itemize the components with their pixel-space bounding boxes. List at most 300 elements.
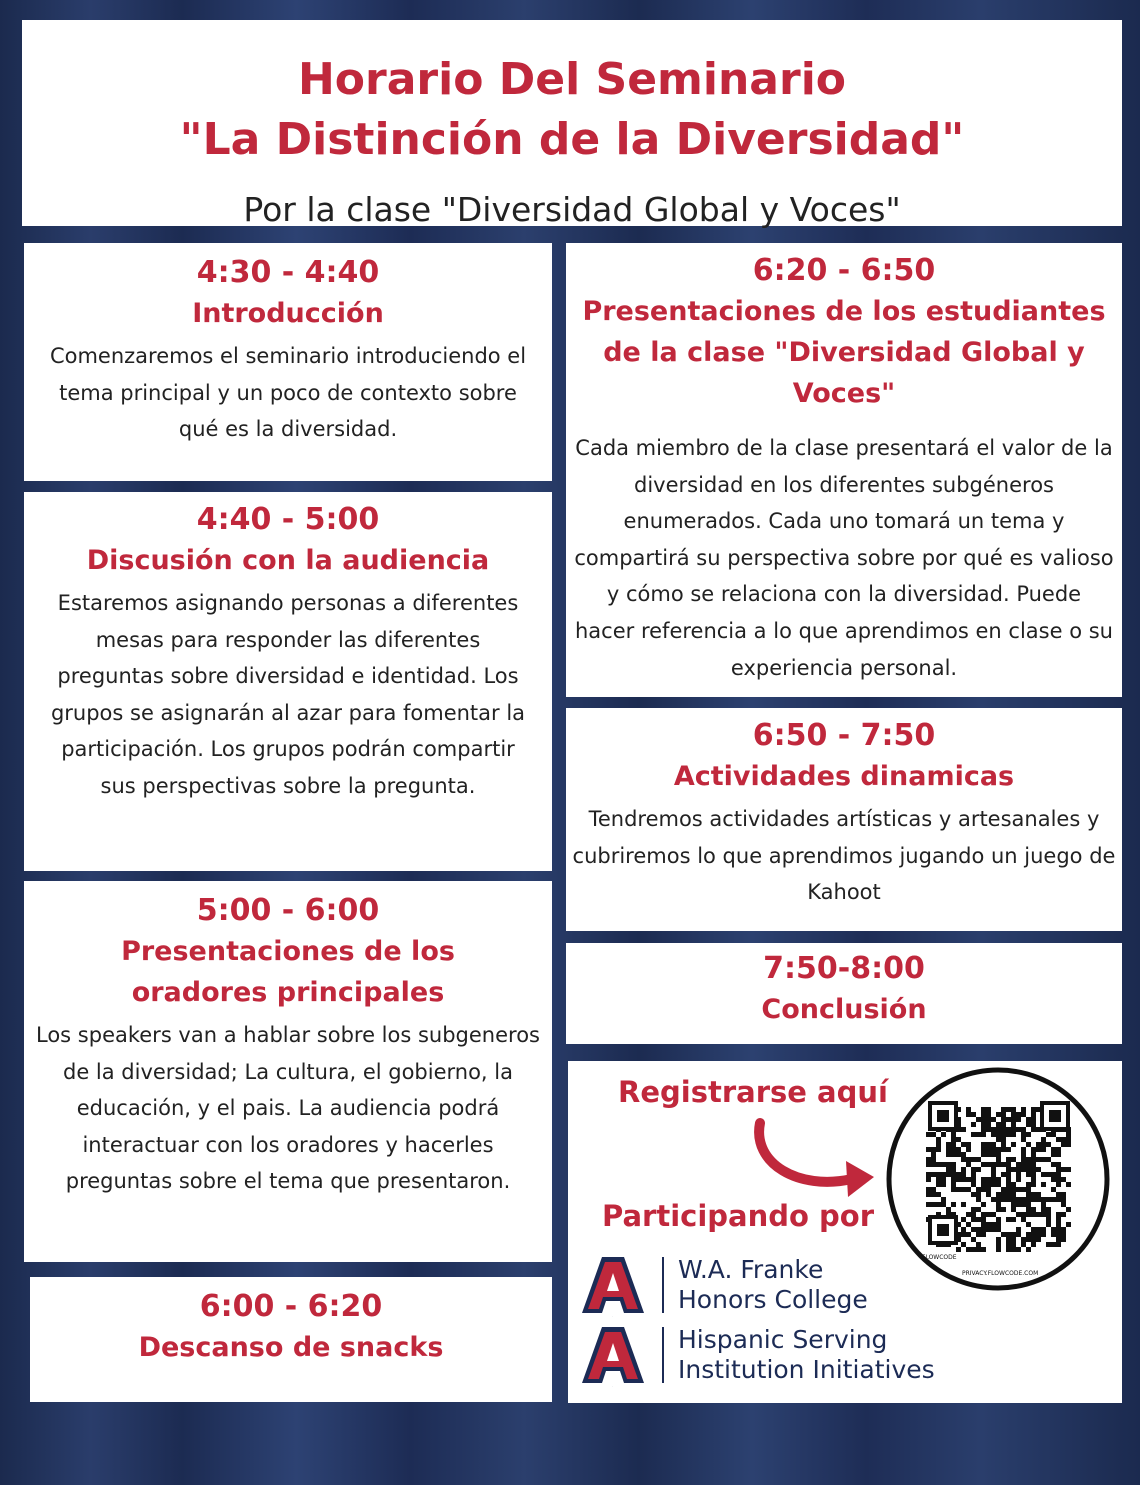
qr-module [1016, 1187, 1021, 1192]
qr-module [976, 1207, 981, 1212]
qr-module [926, 1172, 931, 1177]
qr-module [966, 1232, 971, 1237]
qr-module [1056, 1182, 1061, 1187]
qr-module [956, 1152, 961, 1157]
qr-module [946, 1142, 951, 1147]
qr-module [951, 1137, 956, 1142]
qr-module [1016, 1167, 1021, 1172]
qr-module [946, 1172, 951, 1177]
qr-module [1026, 1157, 1031, 1162]
session-time: 7:50-8:00 [763, 951, 925, 986]
qr-module [1021, 1107, 1026, 1112]
qr-finder-top-right [1040, 1101, 1070, 1131]
qr-module [1011, 1122, 1016, 1127]
qr-module [936, 1162, 941, 1167]
qr-module [1066, 1132, 1071, 1137]
qr-module [996, 1207, 1001, 1212]
qr-module [1026, 1142, 1031, 1147]
qr-module [1026, 1197, 1031, 1202]
qr-module [931, 1192, 936, 1197]
qr-module [1001, 1137, 1006, 1142]
qr-module [1001, 1142, 1006, 1147]
qr-module [1011, 1192, 1016, 1197]
university-a-logo-icon [578, 1323, 648, 1387]
qr-module [1026, 1187, 1031, 1192]
qr-module [991, 1142, 996, 1147]
qr-module [1011, 1232, 1016, 1237]
qr-module [1026, 1207, 1031, 1212]
qr-module [996, 1162, 1001, 1167]
qr-module [1026, 1237, 1031, 1242]
qr-module [1041, 1172, 1046, 1177]
qr-module [991, 1132, 996, 1137]
logo-text [678, 1255, 868, 1315]
session-card-oradores [24, 881, 552, 1262]
qr-module [986, 1152, 991, 1157]
session-title: Actividades dinamicas [673, 761, 1015, 792]
qr-module [981, 1112, 986, 1117]
qr-module [991, 1212, 996, 1217]
qr-module [1001, 1132, 1006, 1137]
qr-module [1001, 1117, 1006, 1122]
qr-module [981, 1227, 986, 1232]
qr-module [1036, 1212, 1041, 1217]
qr-module [961, 1142, 966, 1147]
qr-module [1006, 1162, 1011, 1167]
qr-module [966, 1247, 971, 1252]
logo-letter: A [612, 1387, 613, 1388]
qr-module [926, 1157, 931, 1162]
qr-module [941, 1197, 946, 1202]
qr-module [941, 1182, 946, 1187]
qr-module [1006, 1217, 1011, 1222]
qr-module [971, 1112, 976, 1117]
qr-module [1021, 1167, 1026, 1172]
qr-module [986, 1182, 991, 1187]
qr-module [971, 1237, 976, 1242]
qr-module [1021, 1187, 1026, 1192]
qr-module [936, 1147, 941, 1152]
qr-module [936, 1192, 941, 1197]
qr-module [951, 1202, 956, 1207]
qr-module [1051, 1187, 1056, 1192]
qr-module [1056, 1172, 1061, 1177]
qr-module [991, 1197, 996, 1202]
qr-module [1061, 1197, 1066, 1202]
qr-module [971, 1207, 976, 1212]
qr-module [991, 1172, 996, 1177]
qr-module [991, 1227, 996, 1232]
qr-module [1026, 1122, 1031, 1127]
qr-module [956, 1147, 961, 1152]
qr-module [956, 1247, 961, 1252]
logo-line1: W.A. Franke [678, 1255, 824, 1284]
qr-module [966, 1112, 971, 1117]
qr-module [996, 1147, 1001, 1152]
qr-module [981, 1217, 986, 1222]
qr-module [931, 1157, 936, 1162]
qr-module [976, 1227, 981, 1232]
qr-module [951, 1132, 956, 1137]
qr-module [1041, 1137, 1046, 1142]
qr-module [976, 1247, 981, 1252]
qr-module [931, 1187, 936, 1192]
qr-module [1031, 1162, 1036, 1167]
qr-module [1061, 1142, 1066, 1147]
qr-module [926, 1177, 931, 1182]
qr-module [931, 1172, 936, 1177]
qr-module [1006, 1107, 1011, 1112]
qr-module [1001, 1147, 1006, 1152]
qr-module [961, 1152, 966, 1157]
qr-module [926, 1132, 931, 1137]
qr-module [1031, 1192, 1036, 1197]
qr-module [1006, 1177, 1011, 1182]
qr-module [951, 1152, 956, 1157]
qr-module [1026, 1232, 1031, 1237]
qr-module [1006, 1132, 1011, 1137]
qr-module [986, 1127, 991, 1132]
qr-module [1001, 1197, 1006, 1202]
qr-module [986, 1177, 991, 1182]
session-time: 6:20 - 6:50 [752, 253, 936, 288]
qr-module [966, 1157, 971, 1162]
register-card [568, 1061, 1122, 1403]
qr-module [941, 1162, 946, 1167]
logo-line2: Honors College [678, 1285, 868, 1314]
qr-module [996, 1182, 1001, 1187]
session-card-introduccion [24, 243, 552, 481]
qr-module [956, 1187, 961, 1192]
qr-module [1016, 1232, 1021, 1237]
qr-module [961, 1177, 966, 1182]
qr-module [971, 1167, 976, 1172]
qr-module [1011, 1142, 1016, 1147]
qr-module [931, 1147, 936, 1152]
qr-module [981, 1177, 986, 1182]
qr-module [996, 1217, 1001, 1222]
qr-module [1001, 1232, 1006, 1237]
qr-module [996, 1222, 1001, 1227]
qr-module [1031, 1167, 1036, 1172]
qr-module [991, 1167, 996, 1172]
qr-module [951, 1162, 956, 1167]
qr-module [1021, 1157, 1026, 1162]
qr-module [986, 1122, 991, 1127]
qr-module [1061, 1232, 1066, 1237]
session-title: Conclusión [761, 994, 927, 1025]
qr-module [1046, 1242, 1051, 1247]
qr-module [1036, 1157, 1041, 1162]
qr-module [961, 1127, 966, 1132]
session-time: 5:00 - 6:00 [196, 893, 380, 928]
qr-module [1016, 1202, 1021, 1207]
qr-module [1036, 1192, 1041, 1197]
qr-module [1021, 1212, 1026, 1217]
qr-module [966, 1187, 971, 1192]
qr-module [981, 1247, 986, 1252]
qr-module [1006, 1237, 1011, 1242]
qr-module [1066, 1167, 1071, 1172]
qr-module [1061, 1167, 1066, 1172]
qr-module [1051, 1172, 1056, 1177]
qr-module [981, 1142, 986, 1147]
qr-module [971, 1157, 976, 1162]
qr-module [1021, 1112, 1026, 1117]
qr-module [931, 1162, 936, 1167]
qr-module [996, 1127, 1001, 1132]
session-card-snacks [30, 1277, 552, 1402]
qr-finder-top-left [928, 1101, 958, 1131]
qr-module [1056, 1227, 1061, 1232]
qr-module [971, 1212, 976, 1217]
session-title: Presentaciones de los estudiantes de la clase "Diversidad Global y Voces" [582, 296, 1106, 409]
qr-module [1011, 1167, 1016, 1172]
qr-module [1001, 1107, 1006, 1112]
qr-module [1021, 1217, 1026, 1222]
qr-module [1031, 1157, 1036, 1162]
qr-module [1031, 1122, 1036, 1127]
register-label[interactable]: Registrarse aquí [618, 1075, 888, 1109]
qr-module [991, 1147, 996, 1152]
qr-module [1031, 1147, 1036, 1152]
qr-module [1011, 1217, 1016, 1222]
qr-module [1046, 1222, 1051, 1227]
qr-module [1051, 1242, 1056, 1247]
header-card [22, 20, 1122, 229]
qr-module [1006, 1172, 1011, 1177]
qr-module [971, 1227, 976, 1232]
qr-module [1036, 1232, 1041, 1237]
qr-module [1061, 1212, 1066, 1217]
qr-module [1061, 1202, 1066, 1207]
qr-module [1011, 1127, 1016, 1132]
qr-module [996, 1227, 1001, 1232]
qr-module [1016, 1112, 1021, 1117]
qr-module [951, 1172, 956, 1177]
qr-module [1056, 1177, 1061, 1182]
qr-module [1056, 1147, 1061, 1152]
curved-arrow-icon [748, 1117, 878, 1201]
qr-module [1051, 1147, 1056, 1152]
qr-module [1051, 1152, 1056, 1157]
qr-module [1021, 1197, 1026, 1202]
qr-module [1026, 1172, 1031, 1177]
session-time: 4:40 - 5:00 [196, 502, 380, 537]
qr-module [1036, 1197, 1041, 1202]
qr-module [981, 1122, 986, 1127]
session-description: Comenzaremos el seminario introduciendo el tema principal y un poco de contexto sobre qué es la diversidad. [49, 344, 527, 442]
qr-module [996, 1122, 1001, 1127]
qr-module [926, 1202, 931, 1207]
qr-module [986, 1107, 991, 1112]
qr-module [1026, 1117, 1031, 1122]
qr-module [956, 1137, 961, 1142]
qr-module [996, 1137, 1001, 1142]
qr-module [1016, 1212, 1021, 1217]
qr-module [1031, 1112, 1036, 1117]
qr-module [926, 1147, 931, 1152]
session-description: Estaremos asignando personas a diferentes mesas para responder las diferentes preguntas sobre diversidad e identidad. Los grupos se asignarán al azar para fomentar la participación. Los grupos podrán compartir sus perspectivas sobre la pregunta. [50, 591, 526, 798]
qr-module [996, 1197, 1001, 1202]
qr-module [1001, 1122, 1006, 1127]
qr-module [961, 1157, 966, 1162]
qr-module [946, 1147, 951, 1152]
qr-module [966, 1222, 971, 1227]
session-title: Introducción [192, 298, 384, 329]
qr-module [936, 1177, 941, 1182]
qr-module [981, 1222, 986, 1227]
qr-module [961, 1227, 966, 1232]
qr-module [931, 1202, 936, 1207]
qr-module [1041, 1232, 1046, 1237]
qr-module [976, 1167, 981, 1172]
qr-module [966, 1212, 971, 1217]
qr-module [1031, 1227, 1036, 1232]
qr-module [1056, 1222, 1061, 1227]
qr-module [1021, 1202, 1026, 1207]
qr-module [991, 1162, 996, 1167]
qr-module [971, 1172, 976, 1177]
qr-module [1056, 1237, 1061, 1242]
qr-module [1021, 1152, 1026, 1157]
qr-module [1031, 1207, 1036, 1212]
session-description: Tendremos actividades artísticas y artesanales y cubriremos lo que aprendimos jugando un juego de Kahoot [572, 807, 1116, 905]
qr-module [966, 1177, 971, 1182]
session-time: 6:00 - 6:20 [199, 1289, 383, 1324]
qr-module [991, 1177, 996, 1182]
qr-module [1006, 1247, 1011, 1252]
qr-module [946, 1207, 951, 1212]
qr-module [1046, 1217, 1051, 1222]
qr-module [1056, 1242, 1061, 1247]
qr-module [986, 1147, 991, 1152]
qr-module [991, 1117, 996, 1122]
qr-module [971, 1217, 976, 1222]
qr-module [981, 1202, 986, 1207]
qr-module [1066, 1142, 1071, 1147]
qr-module [951, 1187, 956, 1192]
qr-module [1016, 1227, 1021, 1232]
qr-module [1031, 1152, 1036, 1157]
logo-hispanic-serving [578, 1323, 935, 1387]
logo-divider [662, 1327, 664, 1383]
qr-module [951, 1147, 956, 1152]
qr-module [1041, 1227, 1046, 1232]
qr-module [1011, 1197, 1016, 1202]
qr-module [991, 1127, 996, 1132]
qr-module [1061, 1227, 1066, 1232]
qr-module [1026, 1202, 1031, 1207]
qr-module [1006, 1197, 1011, 1202]
qr-module [966, 1107, 971, 1112]
qr-module [926, 1192, 931, 1197]
session-description: Los speakers van a hablar sobre los subgeneros de la diversidad; La cultura, el gobierno, la educación, y el pais. La audiencia podrá interactuar con los oradores y hacerles preguntas sobre el tema que presentaron. [36, 1023, 540, 1194]
logo-line1: Hispanic Serving [678, 1325, 888, 1354]
qr-module [1031, 1117, 1036, 1122]
qr-module [981, 1152, 986, 1157]
qr-module [991, 1222, 996, 1227]
qr-module [1026, 1167, 1031, 1172]
qr-module [1016, 1127, 1021, 1132]
qr-module [1006, 1242, 1011, 1247]
qr-module [996, 1177, 1001, 1182]
qr-module [1061, 1177, 1066, 1182]
qr-module [1031, 1177, 1036, 1182]
qr-module [981, 1107, 986, 1112]
qr-module [1061, 1237, 1066, 1242]
logo-letter: A [612, 1317, 613, 1318]
qr-module [976, 1187, 981, 1192]
qr-module [1026, 1182, 1031, 1187]
qr-module [1006, 1187, 1011, 1192]
qr-module [946, 1167, 951, 1172]
qr-module [1056, 1217, 1061, 1222]
qr-module [986, 1162, 991, 1167]
qr-module [1026, 1247, 1031, 1252]
qr-module [1046, 1207, 1051, 1212]
qr-module [961, 1167, 966, 1172]
qr-module [1001, 1207, 1006, 1212]
qr-module [1041, 1147, 1046, 1152]
qr-module [1011, 1202, 1016, 1207]
qr-module [1041, 1142, 1046, 1147]
qr-module [971, 1177, 976, 1182]
qr-module [986, 1212, 991, 1217]
logo-divider [662, 1257, 664, 1313]
qr-module [961, 1232, 966, 1237]
qr-module [961, 1242, 966, 1247]
university-a-logo-icon [578, 1253, 648, 1317]
qr-module [986, 1117, 991, 1122]
qr-module [991, 1152, 996, 1157]
qr-module [1011, 1207, 1016, 1212]
qr-module [981, 1147, 986, 1152]
qr-module [981, 1132, 986, 1137]
participating-label: Participando por [601, 1199, 875, 1233]
qr-module [971, 1192, 976, 1197]
qr-module [1046, 1212, 1051, 1217]
session-time: 6:50 - 7:50 [752, 718, 936, 753]
qr-module [1026, 1132, 1031, 1137]
qr-module [1011, 1237, 1016, 1242]
qr-module [986, 1187, 991, 1192]
qr-module [941, 1132, 946, 1137]
qr-module [1031, 1237, 1036, 1242]
qr-code[interactable] [886, 1067, 1110, 1291]
qr-module [1026, 1222, 1031, 1227]
qr-module [1006, 1192, 1011, 1197]
qr-module [1036, 1142, 1041, 1147]
session-card-discusion [24, 492, 552, 871]
qr-module [1006, 1157, 1011, 1162]
qr-module [941, 1177, 946, 1182]
qr-module [971, 1182, 976, 1187]
qr-module [1061, 1192, 1066, 1197]
qr-module [976, 1197, 981, 1202]
qr-module [1021, 1242, 1026, 1247]
qr-module [1006, 1232, 1011, 1237]
qr-module [971, 1132, 976, 1137]
qr-module [996, 1132, 1001, 1137]
qr-module [1031, 1107, 1036, 1112]
qr-module [1046, 1142, 1051, 1147]
logo-honors-college [578, 1253, 868, 1317]
qr-module [1051, 1177, 1056, 1182]
qr-module [1016, 1247, 1021, 1252]
qr-module [981, 1212, 986, 1217]
qr-module [1041, 1207, 1046, 1212]
